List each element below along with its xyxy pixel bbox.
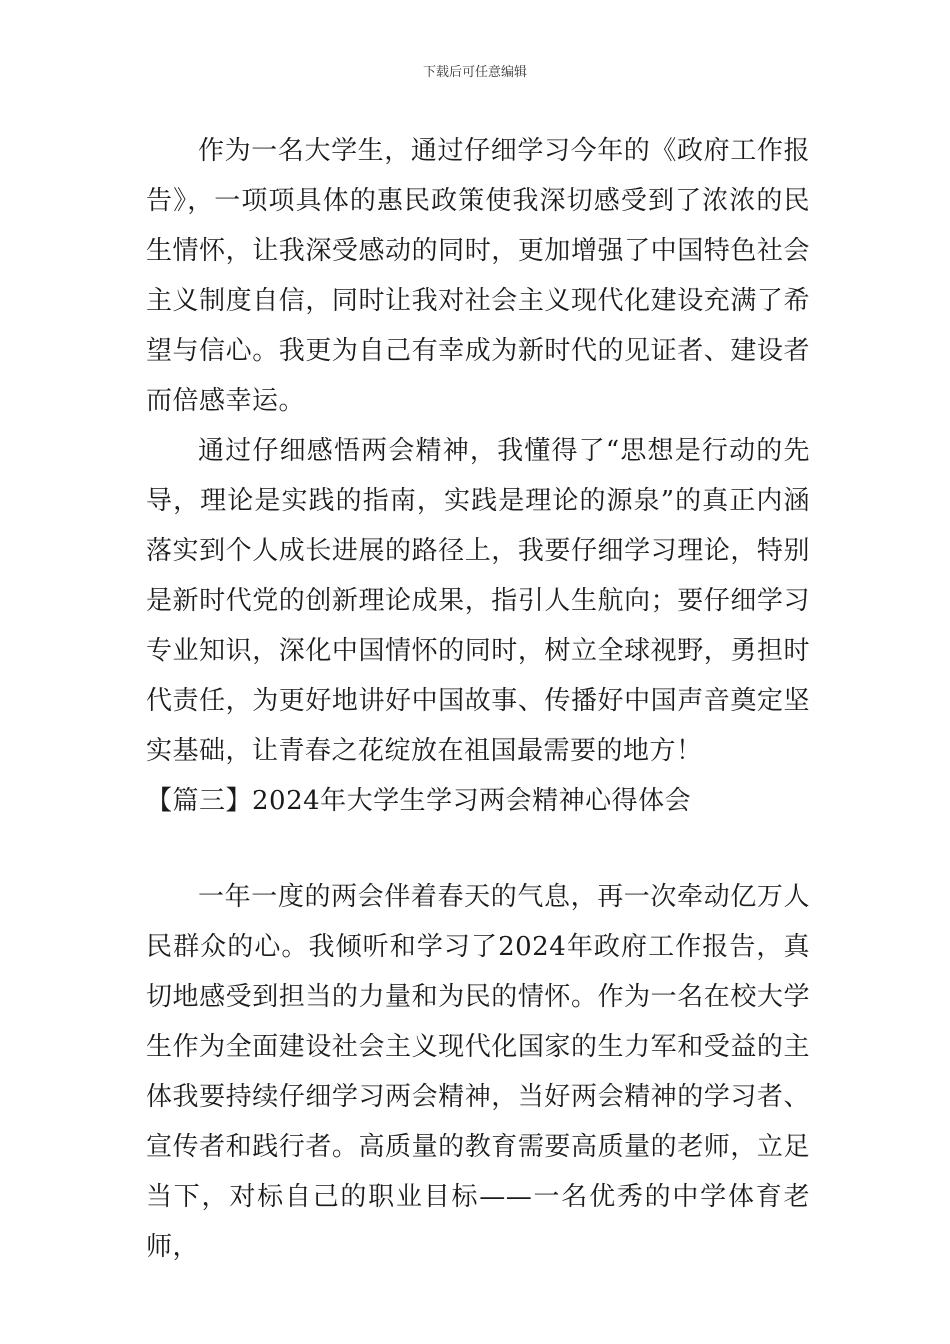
paragraph-block-2: [146, 426, 810, 776]
body-paragraph: 通过仔细感悟两会精神，我懂得了“思想是行动的先导，理论是实践的指南，实践是理论的源泉”的真正内涵落实到个人成长进展的路径上，我要仔细学习理论，特别是新时代党的创新理论成果，指引人生航向；要仔细学习专业知识，深化中国情怀的同时，树立全球视野，勇担时代责任，为更好地讲好中国故事、传播好中国声音奠定坚实基础，让青春之花绽放在祖国最需要的地方！: [146, 436, 810, 766]
section-title: 【篇三】2024年大学生学习两会精神心得体会: [146, 786, 692, 816]
page-header-note: 下载后可任意编辑: [422, 65, 527, 80]
paragraph-block-1: [146, 126, 810, 426]
body-paragraph: 一年一度的两会伴着春天的气息，再一次牵动亿万人民群众的心。我倾听和学习了2024年政府工作报告，真切地感受到担当的力量和为民的情怀。作为一名在校大学生作为全面建设社会主义现代化国家的生力军和受益的主体我要持续仔细学习两会精神，当好两会精神的学习者、宣传者和践行者。高质量的教育需要高质量的老师，立足当下，对标自己的职业目标——一名优秀的中学体育老师，: [146, 882, 810, 1262]
section-heading-block: [146, 776, 810, 826]
body-paragraph: 作为一名大学生，通过仔细学习今年的《政府工作报告》，一项项具体的惠民政策使我深切感受到了浓浓的民生情怀，让我深受感动的同时，更加增强了中国特色社会主义制度自信，同时让我对社会主义现代化建设充满了希望与信心。我更为自己有幸成为新时代的见证者、建设者而倍感幸运。: [146, 136, 810, 416]
paragraph-block-3: [146, 872, 810, 1272]
